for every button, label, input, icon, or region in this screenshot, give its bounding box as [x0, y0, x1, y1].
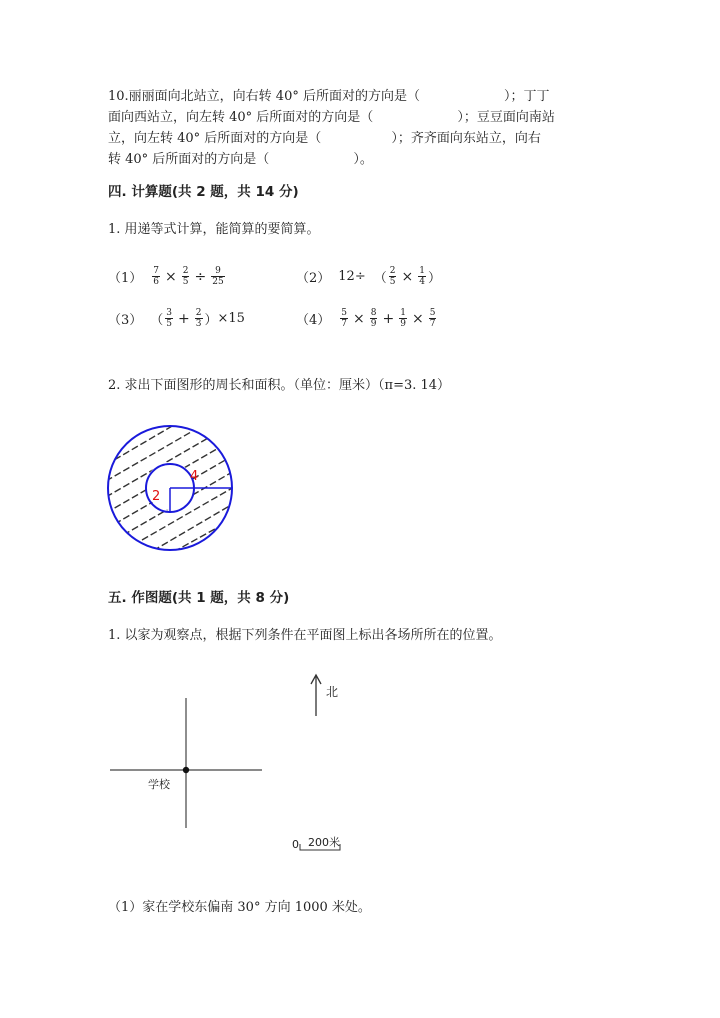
denominator: 5	[166, 319, 173, 329]
denominator: 9	[400, 319, 406, 329]
fraction	[211, 266, 224, 287]
fraction	[429, 308, 437, 329]
problem-label: （2）	[296, 271, 331, 286]
numerator: 2	[195, 308, 202, 318]
section-4-title: 四. 计算题(共 2 题，共 14 分)	[108, 184, 299, 200]
left-paren: （	[373, 271, 387, 286]
scale-label: 200米	[308, 836, 340, 849]
right-paren: ）	[204, 313, 218, 328]
denominator: 7	[341, 319, 348, 329]
scale-zero: 0	[292, 838, 299, 851]
fraction	[340, 308, 348, 329]
section-5-sub1: （1）家在学校东偏南 30° 方向 1000 米处。	[108, 900, 371, 915]
operator: +	[382, 310, 395, 327]
denominator: 25	[212, 277, 224, 287]
annulus-figure	[100, 418, 240, 558]
numerator: 8	[370, 308, 377, 318]
fraction	[165, 308, 173, 329]
section-5-title: 五. 作图题(共 1 题，共 8 分)	[108, 590, 290, 606]
question-10	[108, 86, 608, 170]
numerator: 1	[419, 266, 425, 276]
denominator: 7	[429, 319, 436, 329]
north-label: 北	[326, 685, 339, 699]
fraction	[195, 308, 203, 329]
operator: ÷	[194, 268, 207, 285]
lead-term: 12÷	[338, 269, 366, 284]
q10-line-1: 10.丽丽面向北站立，向右转 40° 后所面对的方向是（ ）；丁丁	[108, 89, 550, 104]
problem-label: （1）	[108, 271, 143, 286]
operator: +	[178, 310, 190, 327]
denominator: 3	[195, 319, 202, 329]
problem-label: （4）	[296, 313, 331, 328]
numerator: 1	[400, 308, 406, 318]
fraction	[152, 266, 160, 287]
problem-label: （3）	[108, 313, 143, 328]
tail-term: ×15	[217, 311, 245, 326]
fraction	[399, 308, 407, 329]
problem-1	[108, 266, 227, 287]
section-4-q2: 2. 求出下面图形的周长和面积。（单位：厘米）（π=3. 14）	[108, 378, 451, 393]
operator: ×	[353, 310, 365, 327]
q10-line-3: 立，向左转 40° 后所面对的方向是（ ）；齐齐面向东站立，向右	[108, 131, 541, 146]
denominator: 5	[182, 277, 189, 287]
school-label: 学校	[148, 778, 170, 791]
numerator: 3	[166, 308, 173, 318]
denominator: 5	[389, 277, 396, 287]
operator: ×	[165, 268, 177, 285]
fraction	[389, 266, 397, 287]
fraction	[370, 308, 378, 329]
denominator: 6	[153, 277, 160, 287]
left-paren: （	[150, 313, 164, 328]
numerator: 5	[341, 308, 348, 318]
numerator: 2	[182, 266, 189, 276]
numerator: 5	[429, 308, 436, 318]
problem-2	[296, 266, 441, 287]
section-5-q1: 1. 以家为观察点，根据下列条件在平面图上标出各场所所在的位置。	[108, 628, 502, 643]
right-paren: ）	[427, 271, 441, 286]
q10-line-4: 转 40° 后所面对的方向是（ ）。	[108, 152, 373, 167]
section-4-q1: 1. 用递等式计算，能简算的要简算。	[108, 222, 320, 237]
denominator: 4	[419, 277, 425, 287]
denominator: 9	[370, 319, 377, 329]
numerator: 2	[389, 266, 396, 276]
problem-4	[296, 308, 438, 329]
outer-radius-label: 4	[190, 469, 199, 484]
school-point	[183, 767, 189, 773]
q10-line-2: 面向西站立，向左转 40° 后所面对的方向是（ ）；豆豆面向南站	[108, 110, 555, 125]
operator: ×	[401, 268, 414, 285]
map-diagram	[100, 664, 360, 864]
numerator: 7	[153, 266, 160, 276]
numerator: 9	[215, 266, 221, 276]
fraction	[182, 266, 190, 287]
operator: ×	[411, 310, 424, 327]
problem-3	[108, 308, 245, 329]
fraction	[418, 266, 426, 287]
inner-radius-label: 2	[152, 489, 161, 504]
